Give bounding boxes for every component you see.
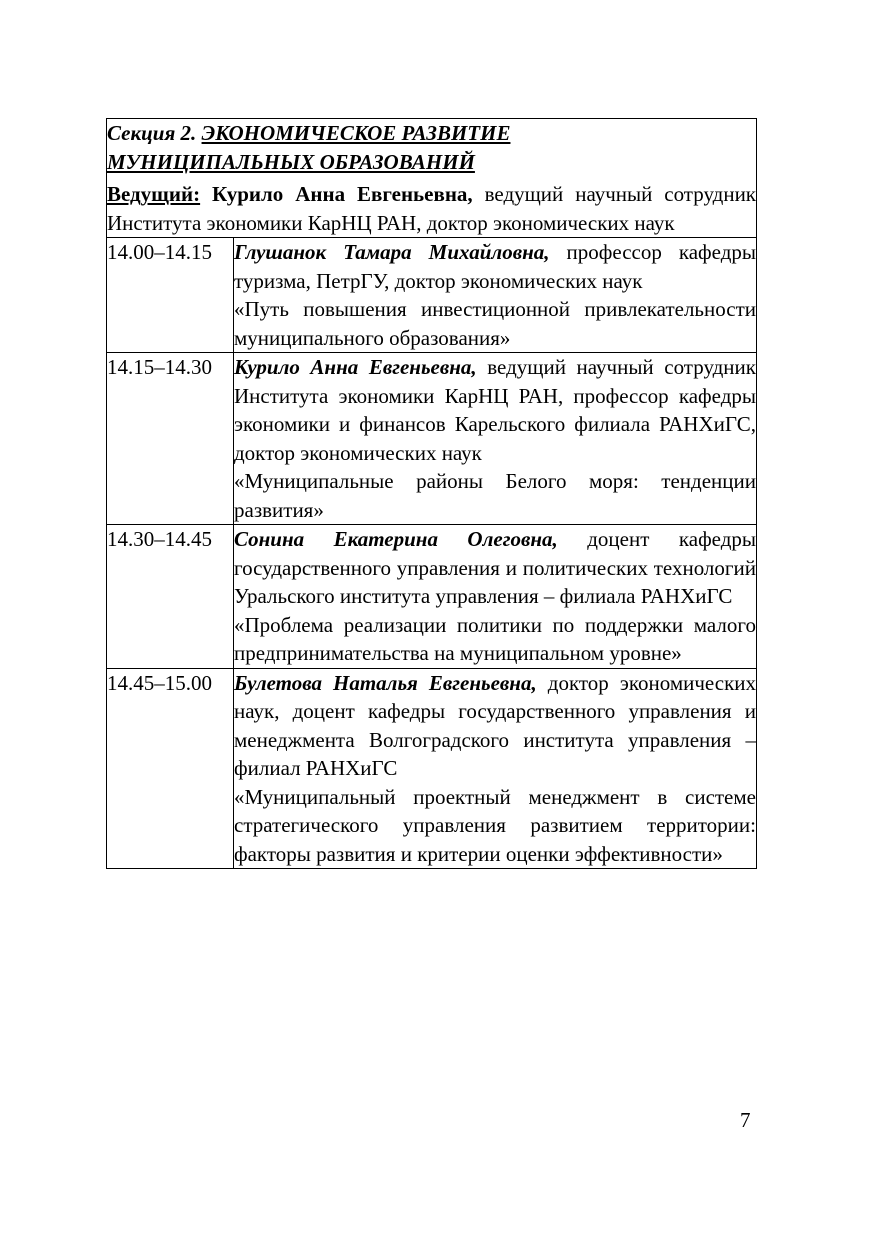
moderator-label: Ведущий: [107,182,201,206]
program-table [106,118,757,869]
speaker-affiliation: доцент кафедры государственного управления и политических технологий Уральского института управления – филиала РАНХиГС [234,527,757,608]
talk-time: 14.45–15.00 [107,668,234,869]
page-number: 7 [740,1108,751,1132]
speaker-name: Курило Анна Евгеньевна, [234,355,477,379]
speaker-name: Глушанок Тамара Михайловна, [234,240,550,264]
speaker-affiliation: доктор экономических наук, доцент кафедры государственного управления и менеджмента Волгоградского института управления – филиал РАНХиГС [234,670,757,780]
talk-row [107,353,757,525]
section-title-line-1: ЭКОНОМИЧЕСКОЕ РАЗВИТИЕ [201,121,511,145]
talk-details [234,525,757,669]
talk-details [234,668,757,869]
talk-title: «Муниципальные районы Белого моря: тенденции развития» [234,469,756,522]
talk-row [107,525,757,669]
speaker-name: Булетова Наталья Евгеньевна, [234,670,537,695]
talk-title: «Муниципальный проектный менеджмент в системе стратегического управления развитием территории: факторы развития и критерии оценки эффективности» [234,784,756,866]
moderator-name: Курило Анна Евгеньевна, [212,182,473,206]
speaker-affiliation: профессор кафедры туризма, ПетрГУ, доктор экономических наук [234,240,756,293]
section-label: Секция 2. [107,121,197,145]
talk-time: 14.15–14.30 [107,353,234,525]
speaker-affiliation: ведущий научный сотрудник Института экономики КарНЦ РАН, профессор кафедры экономики и финансов Карельского филиала РАНХиГС, доктор экономических наук [234,355,756,465]
speaker-name: Сонина Екатерина Олеговна, [234,527,558,551]
talk-time: 14.00–14.15 [107,238,234,353]
section-header-cell [107,119,757,238]
section-heading [107,119,756,176]
talk-details [234,353,757,525]
moderator-description: ведущий научный сотрудник Института экономики КарНЦ РАН, доктор экономических наук [107,182,757,235]
moderator-block [107,180,756,237]
section-header-row [107,119,757,238]
talk-title: «Проблема реализации политики по поддержки малого предпринимательства на муниципальном уровне» [234,612,756,665]
talk-title: «Путь повышения инвестиционной привлекательности муниципального образования» [234,297,756,350]
talk-row [107,668,757,869]
talk-details [234,238,757,353]
talk-time: 14.30–14.45 [107,525,234,669]
talk-row [107,238,757,353]
section-title-line-2: МУНИЦИПАЛЬНЫХ ОБРАЗОВАНИЙ [107,149,475,174]
